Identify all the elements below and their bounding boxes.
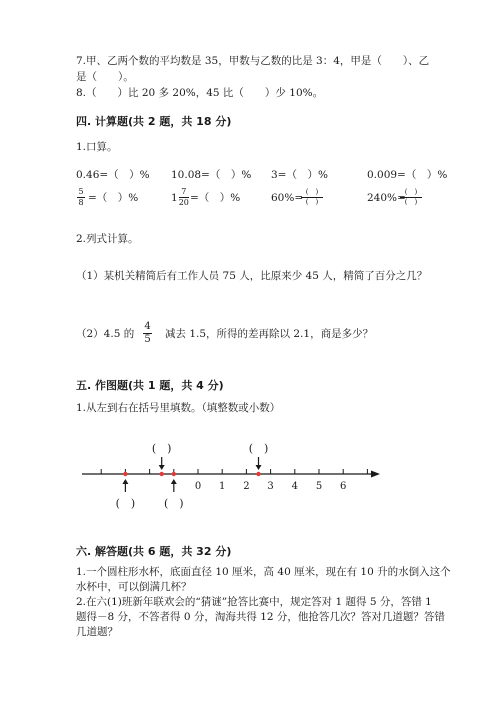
problem-1: （1）某机关精简后有工作人员 75 人，比原来少 45 人，精简了百分之几？ (76, 270, 428, 282)
section6-q2-line1: 2.在六(1)班新年联欢会的“猜谜”抢答比赛中，规定答对 1 题得 5 分，答错 1 (76, 596, 432, 608)
tick-label: 0 (194, 481, 202, 492)
calc-item-6-mixed-number: 1 $\frac{7}{20}$ (171, 187, 189, 207)
marked-point (172, 472, 176, 476)
section6-q2-line2: 题得－8 分，不答者得 0 分，淘海共得 12 分，他抢答几次？答对几道题？答错 (76, 611, 445, 623)
tick-label: 2 (243, 481, 250, 492)
tick-label: 3 (267, 481, 274, 492)
number-line-blanks (116, 442, 269, 510)
calc-item-2: 10.08=（ ）% (171, 169, 252, 181)
calc-item-3: 3=（ ）% (271, 169, 328, 181)
bottom-answer-blank: ( ) (164, 497, 184, 510)
top-answer-blank: ( ) (248, 442, 269, 455)
calc-item-7-fraction: ( ) ( ) (301, 189, 323, 206)
marked-point (256, 472, 260, 476)
q7-line2: 是（ ）。 (76, 71, 134, 83)
section4-sub1: 1.口算。 (76, 141, 118, 153)
calc-item-4: 0.009=（ ）% (367, 169, 448, 181)
down-arrow-head (256, 465, 262, 470)
section5-sub1: 1.从左到右在括号里填数。（填整数或小数） (76, 402, 281, 414)
q7-line1: 7.甲、乙两个数的平均数是 35，甲数与乙数的比是 3：4，甲是（ ）、乙 (76, 55, 430, 67)
problem-2-rest: 减去 1.5，所得的差再除以 2.1，商是多少？ (165, 328, 374, 340)
marked-point (123, 472, 127, 476)
calc-item-8-fraction: ( ) ( ) (400, 189, 422, 206)
section5-title: 五. 作图题(共 1 题，共 4 分) (76, 379, 224, 392)
bottom-answer-blank: ( ) (115, 497, 136, 510)
tick-label: 1 (219, 481, 226, 492)
calc-item-1: 0.46=（ ）% (76, 169, 150, 181)
number-line-figure (0, 430, 500, 520)
section4-title: 四. 计算题(共 2 题，共 18 分) (76, 115, 232, 128)
up-arrow-head (171, 479, 177, 484)
calc-item-5-rest: =（ ）% (88, 192, 139, 204)
calc-item-5-fraction: 5 8 (78, 187, 84, 207)
axis-arrowhead (371, 471, 380, 478)
section4-sub2: 2.列式计算。 (76, 233, 139, 245)
tick-label: 6 (340, 481, 347, 492)
calc-item-7-prefix: 60%= (271, 192, 304, 204)
up-arrow-head (122, 479, 128, 484)
section6-q1-line2: 水杯中，可以倒满几杯？ (76, 581, 192, 593)
marked-point (160, 472, 164, 476)
problem-2-fraction: 4 5 (144, 321, 151, 345)
top-answer-blank: ( ) (151, 442, 172, 455)
q8-text: 8.（ ）比 20 多 20%，45 比（ ）少 10%。 (76, 87, 324, 99)
number-line-labels (195, 481, 347, 492)
tick-label: 5 (315, 481, 323, 492)
section6-q1-line1: 1.一个圆柱形水杯，底面直径 10 厘米，高 40 厘米，现在有 10 升的水倒入这个 (76, 566, 451, 578)
section6-q2-line3: 几道题？ (76, 626, 118, 638)
tick-label: 4 (291, 481, 298, 492)
problem-2-prefix: （2）4.5 的 (76, 328, 135, 340)
calc-item-6-rest: =（ ）% (190, 192, 241, 204)
calc-item-8-prefix: 240%= (367, 192, 406, 204)
section6-title: 六. 解答题(共 6 题，共 32 分) (76, 545, 232, 558)
down-arrow-head (159, 465, 165, 470)
number-line-ticks (101, 469, 367, 474)
